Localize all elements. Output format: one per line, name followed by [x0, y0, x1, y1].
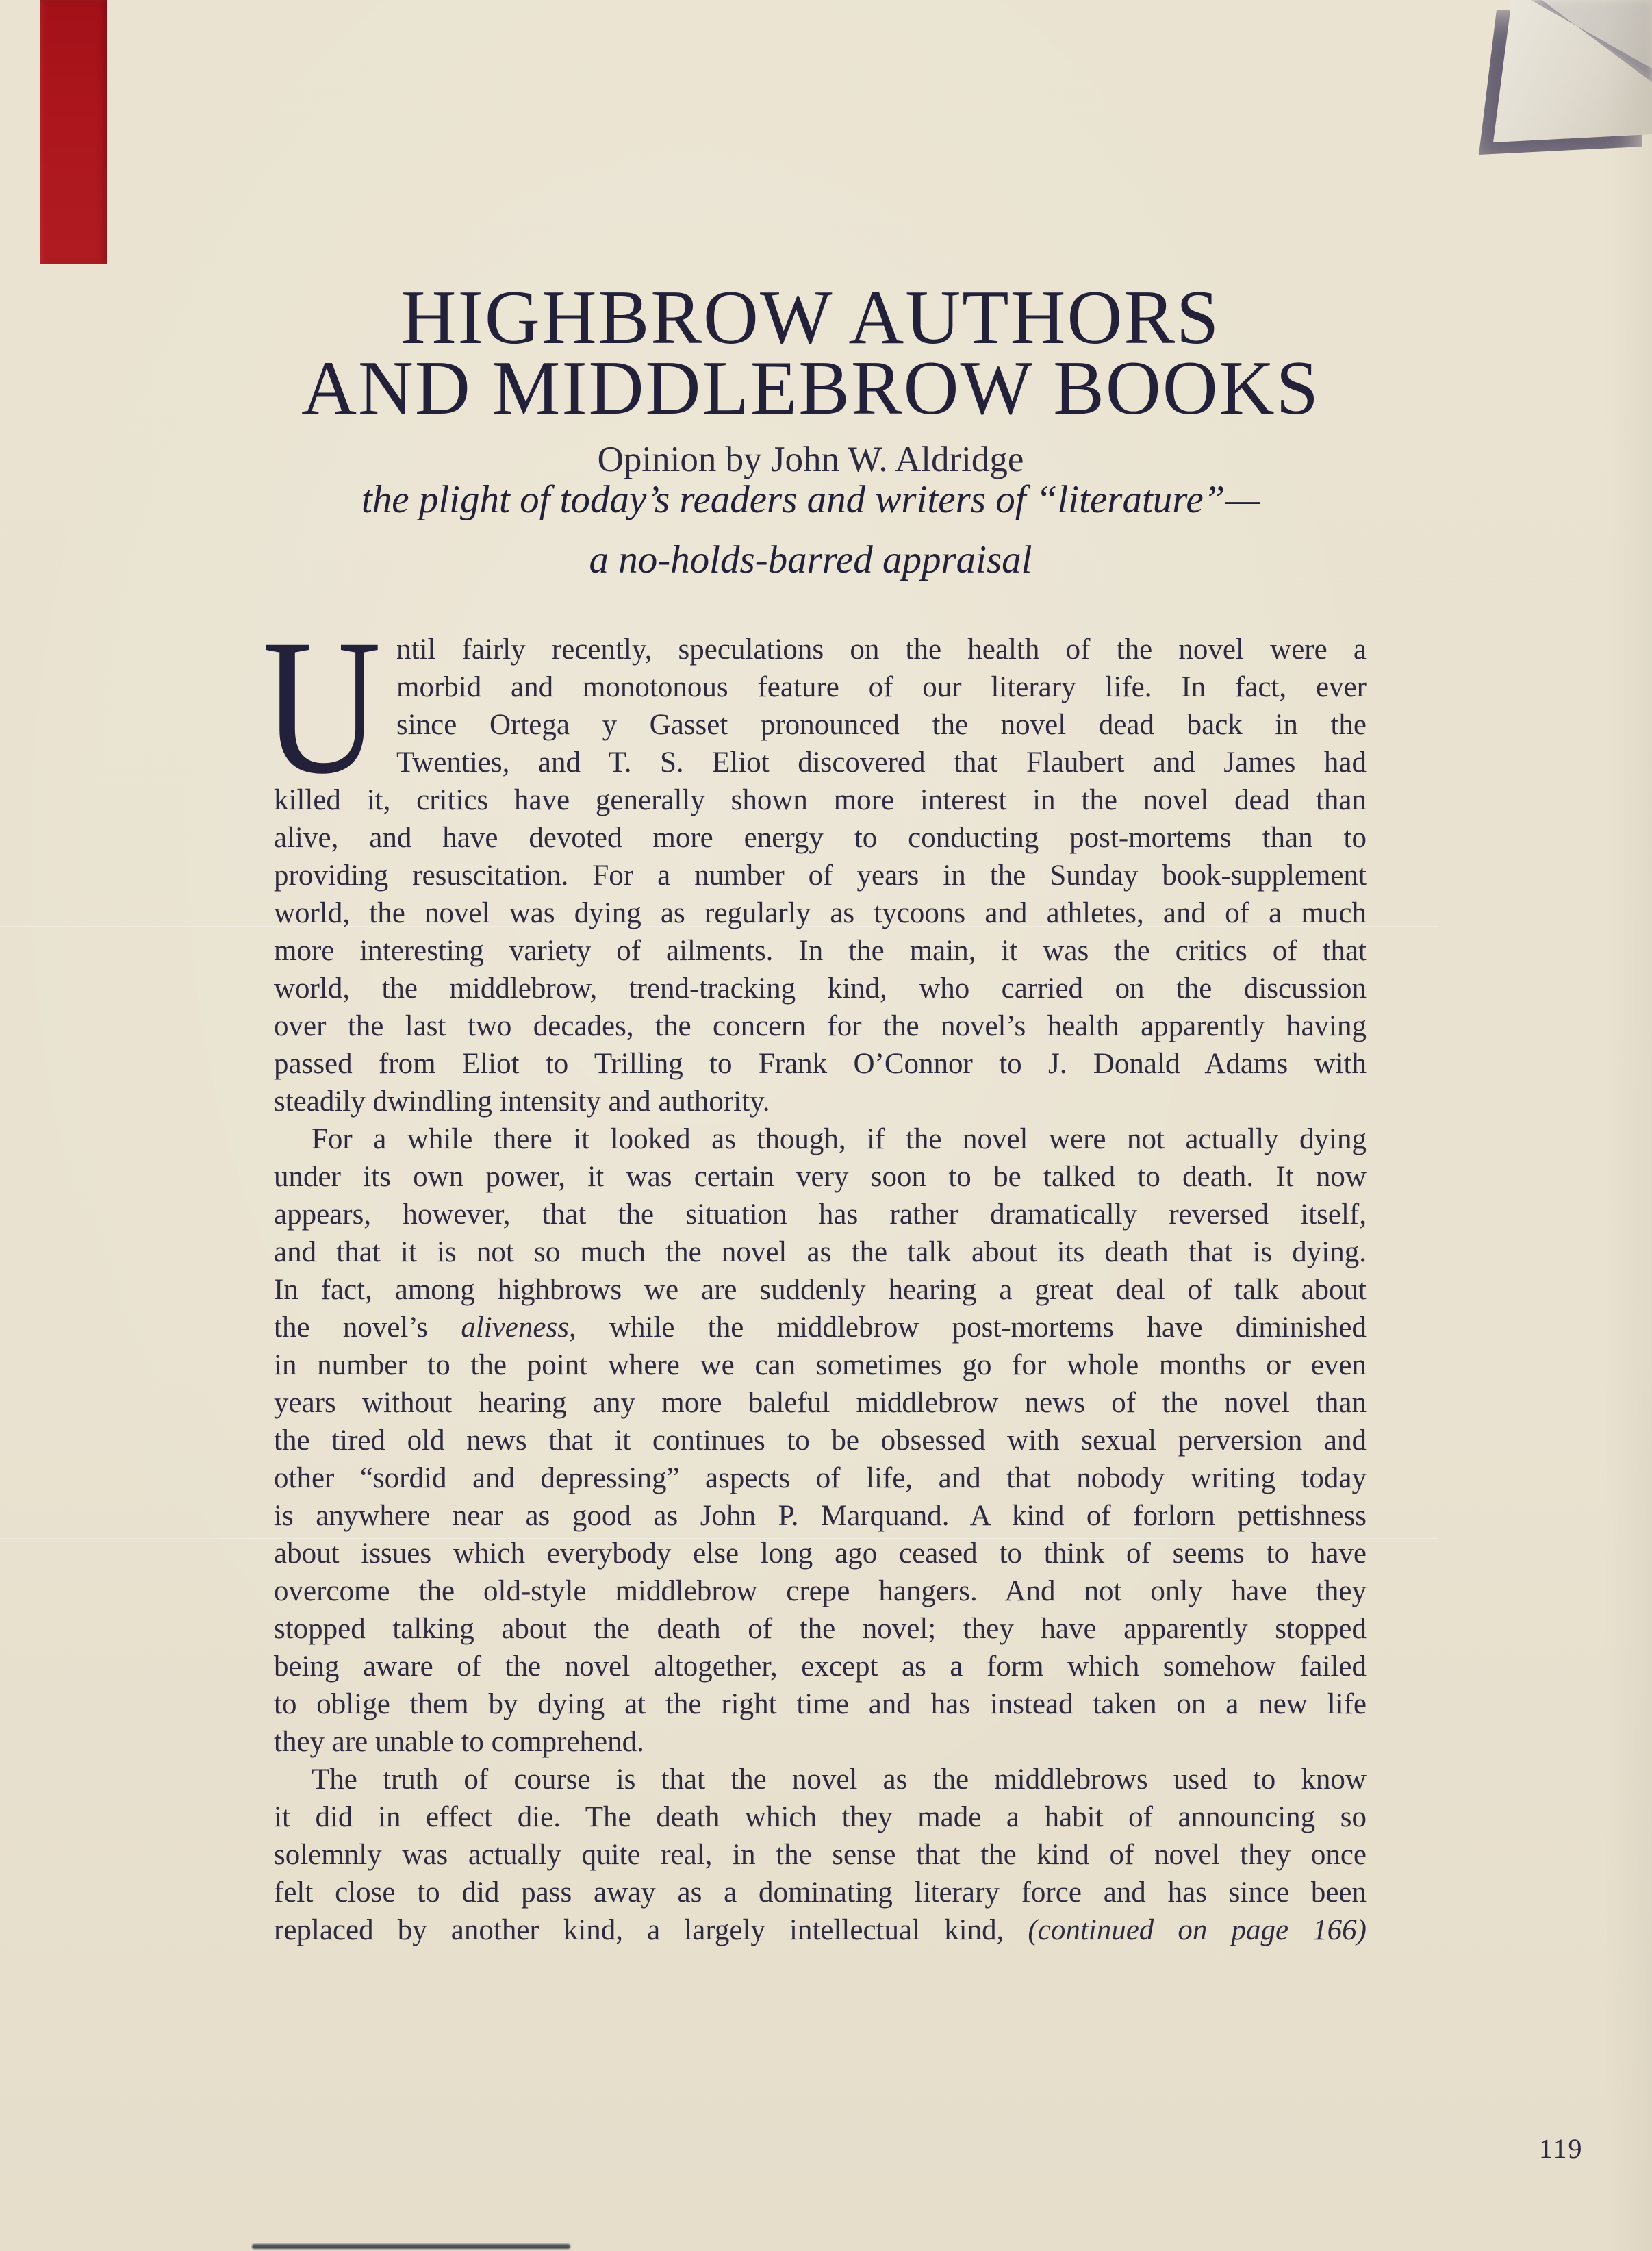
text-line	[274, 781, 1367, 819]
text-line	[274, 1459, 1367, 1497]
text-line	[274, 894, 1367, 932]
text-run: more interesting variety of ailments. In the main, it was the critics of that	[274, 935, 1367, 967]
text-run: stopped talking about the death of the novel; they have apparently stopped	[274, 1613, 1367, 1645]
text-line	[274, 1158, 1367, 1196]
text-run: other “sordid and depressing” aspects of life, and that nobody writing today	[274, 1462, 1367, 1494]
text-run: solemnly was actually quite real, in the sense that the kind of novel they once	[274, 1839, 1367, 1871]
text-line	[274, 970, 1367, 1007]
red-spine-strip	[40, 0, 107, 264]
text-run: they are unable to comprehend.	[274, 1726, 644, 1758]
text-run: For a while there it looked as though, if the novel were not actually dying	[312, 1123, 1367, 1155]
text-run: years without hearing any more baleful middlebrow news of the novel than	[274, 1387, 1367, 1419]
text-line	[274, 1422, 1367, 1459]
text-line	[274, 857, 1367, 894]
text-line	[274, 1233, 1367, 1271]
text-line	[274, 668, 1367, 706]
text-line	[274, 1083, 1367, 1120]
text-run: the novel’s	[274, 1311, 461, 1344]
article-body	[274, 631, 1367, 1949]
text-run: being aware of the novel altogether, except as a form which somehow failed	[274, 1650, 1367, 1683]
text-line	[274, 1497, 1367, 1535]
text-run: passed from Eliot to Trilling to Frank O’Connor to J. Donald Adams with	[274, 1048, 1367, 1080]
text-run: and that it is not so much the novel as the talk about its death that is dying.	[274, 1236, 1367, 1268]
text-run: In fact, among highbrows we are suddenly hearing a great deal of talk about	[274, 1274, 1367, 1306]
page-title-line-1: HIGHBROW AUTHORS	[401, 275, 1221, 360]
text-run: replaced by another kind, a largely intellectual kind,	[274, 1914, 1028, 1946]
article-byline: Opinion by John W. Aldridge	[597, 440, 1024, 479]
bottom-edge-mark	[252, 2244, 570, 2249]
text-line	[274, 1610, 1367, 1648]
text-line	[274, 1346, 1367, 1384]
text-line	[274, 706, 1367, 744]
text-run: alive, and have devoted more energy to conducting post-mortems than to	[274, 822, 1367, 854]
text-run: steadily dwindling intensity and authority.	[274, 1085, 770, 1118]
text-run: is anywhere near as good as John P. Marquand. A kind of forlorn pettishness	[274, 1500, 1367, 1532]
text-run: killed it, critics have generally shown more interest in the novel dead than	[274, 784, 1367, 816]
text-run: overcome the old-style middlebrow crepe hangers. And not only have they	[274, 1575, 1367, 1607]
text-line	[274, 1007, 1367, 1045]
text-line	[274, 1271, 1367, 1309]
text-run: The truth of course is that the novel as the middlebrows used to know	[312, 1763, 1367, 1796]
text-run: the tired old news that it continues to be obsessed with sexual perversion and	[274, 1424, 1367, 1457]
text-run: world, the middlebrow, trend-tracking kind, who carried on the discussion	[274, 972, 1367, 1005]
text-line	[274, 1384, 1367, 1422]
article-subtitle-line-2: a no-holds-barred appraisal	[589, 538, 1032, 581]
text-line	[274, 819, 1367, 857]
page-title	[0, 275, 1621, 431]
text-line	[274, 631, 1367, 668]
text-line	[274, 744, 1367, 781]
italic-text-run: aliveness	[461, 1311, 569, 1344]
page-number: 119	[1539, 2133, 1584, 2164]
text-run: it did in effect die. The death which they made a habit of announcing so	[274, 1801, 1367, 1833]
text-line	[274, 1572, 1367, 1610]
text-line	[274, 1874, 1367, 1911]
text-run: Twenties, and T. S. Eliot discovered that Flaubert and James had	[396, 746, 1367, 779]
text-run: to oblige them by dying at the right time and has instead taken on a new life	[274, 1688, 1367, 1720]
text-run: under its own power, it was certain very soon to be talked to death. It now	[274, 1161, 1367, 1193]
text-run: world, the novel was dying as regularly as tycoons and athletes, and of a much	[274, 897, 1367, 929]
text-line	[274, 1836, 1367, 1874]
text-line	[274, 1798, 1367, 1836]
text-run: ntil fairly recently, speculations on the health of the novel were a	[396, 633, 1367, 666]
text-run: about issues which everybody else long ago ceased to think of seems to have	[274, 1537, 1367, 1570]
italic-text-run: (continued on page 166)	[1028, 1914, 1367, 1946]
article-subtitle-line-1: the plight of today’s readers and writers of “literature”—	[361, 478, 1260, 521]
text-line	[274, 1196, 1367, 1233]
drop-cap: U	[262, 600, 381, 814]
text-run: over the last two decades, the concern for the novel’s health apparently having	[274, 1010, 1367, 1042]
text-run: morbid and monotonous feature of our literary life. In fact, ever	[396, 671, 1367, 703]
text-line	[274, 1723, 1367, 1761]
text-run: in number to the point where we can sometimes go for whole months or even	[274, 1349, 1367, 1381]
text-line	[274, 1309, 1367, 1346]
text-line	[274, 1685, 1367, 1723]
text-line	[274, 1045, 1367, 1083]
text-run: , while the middlebrow post-mortems have diminished	[568, 1311, 1367, 1344]
text-run: providing resuscitation. For a number of years in the Sunday book-supplement	[274, 859, 1367, 892]
page-title-line-2: AND MIDDLEBROW BOOKS	[301, 346, 1320, 431]
text-line	[274, 932, 1367, 970]
text-line	[274, 1535, 1367, 1572]
text-run: felt close to did pass away as a dominating literary force and has since been	[274, 1876, 1367, 1909]
text-line	[274, 1120, 1367, 1158]
text-line	[274, 1911, 1367, 1949]
text-line	[274, 1648, 1367, 1685]
text-line	[274, 1761, 1367, 1798]
text-run: appears, however, that the situation has rather dramatically reversed itself,	[274, 1198, 1367, 1231]
text-run: since Ortega y Gasset pronounced the novel dead back in the	[396, 709, 1367, 741]
